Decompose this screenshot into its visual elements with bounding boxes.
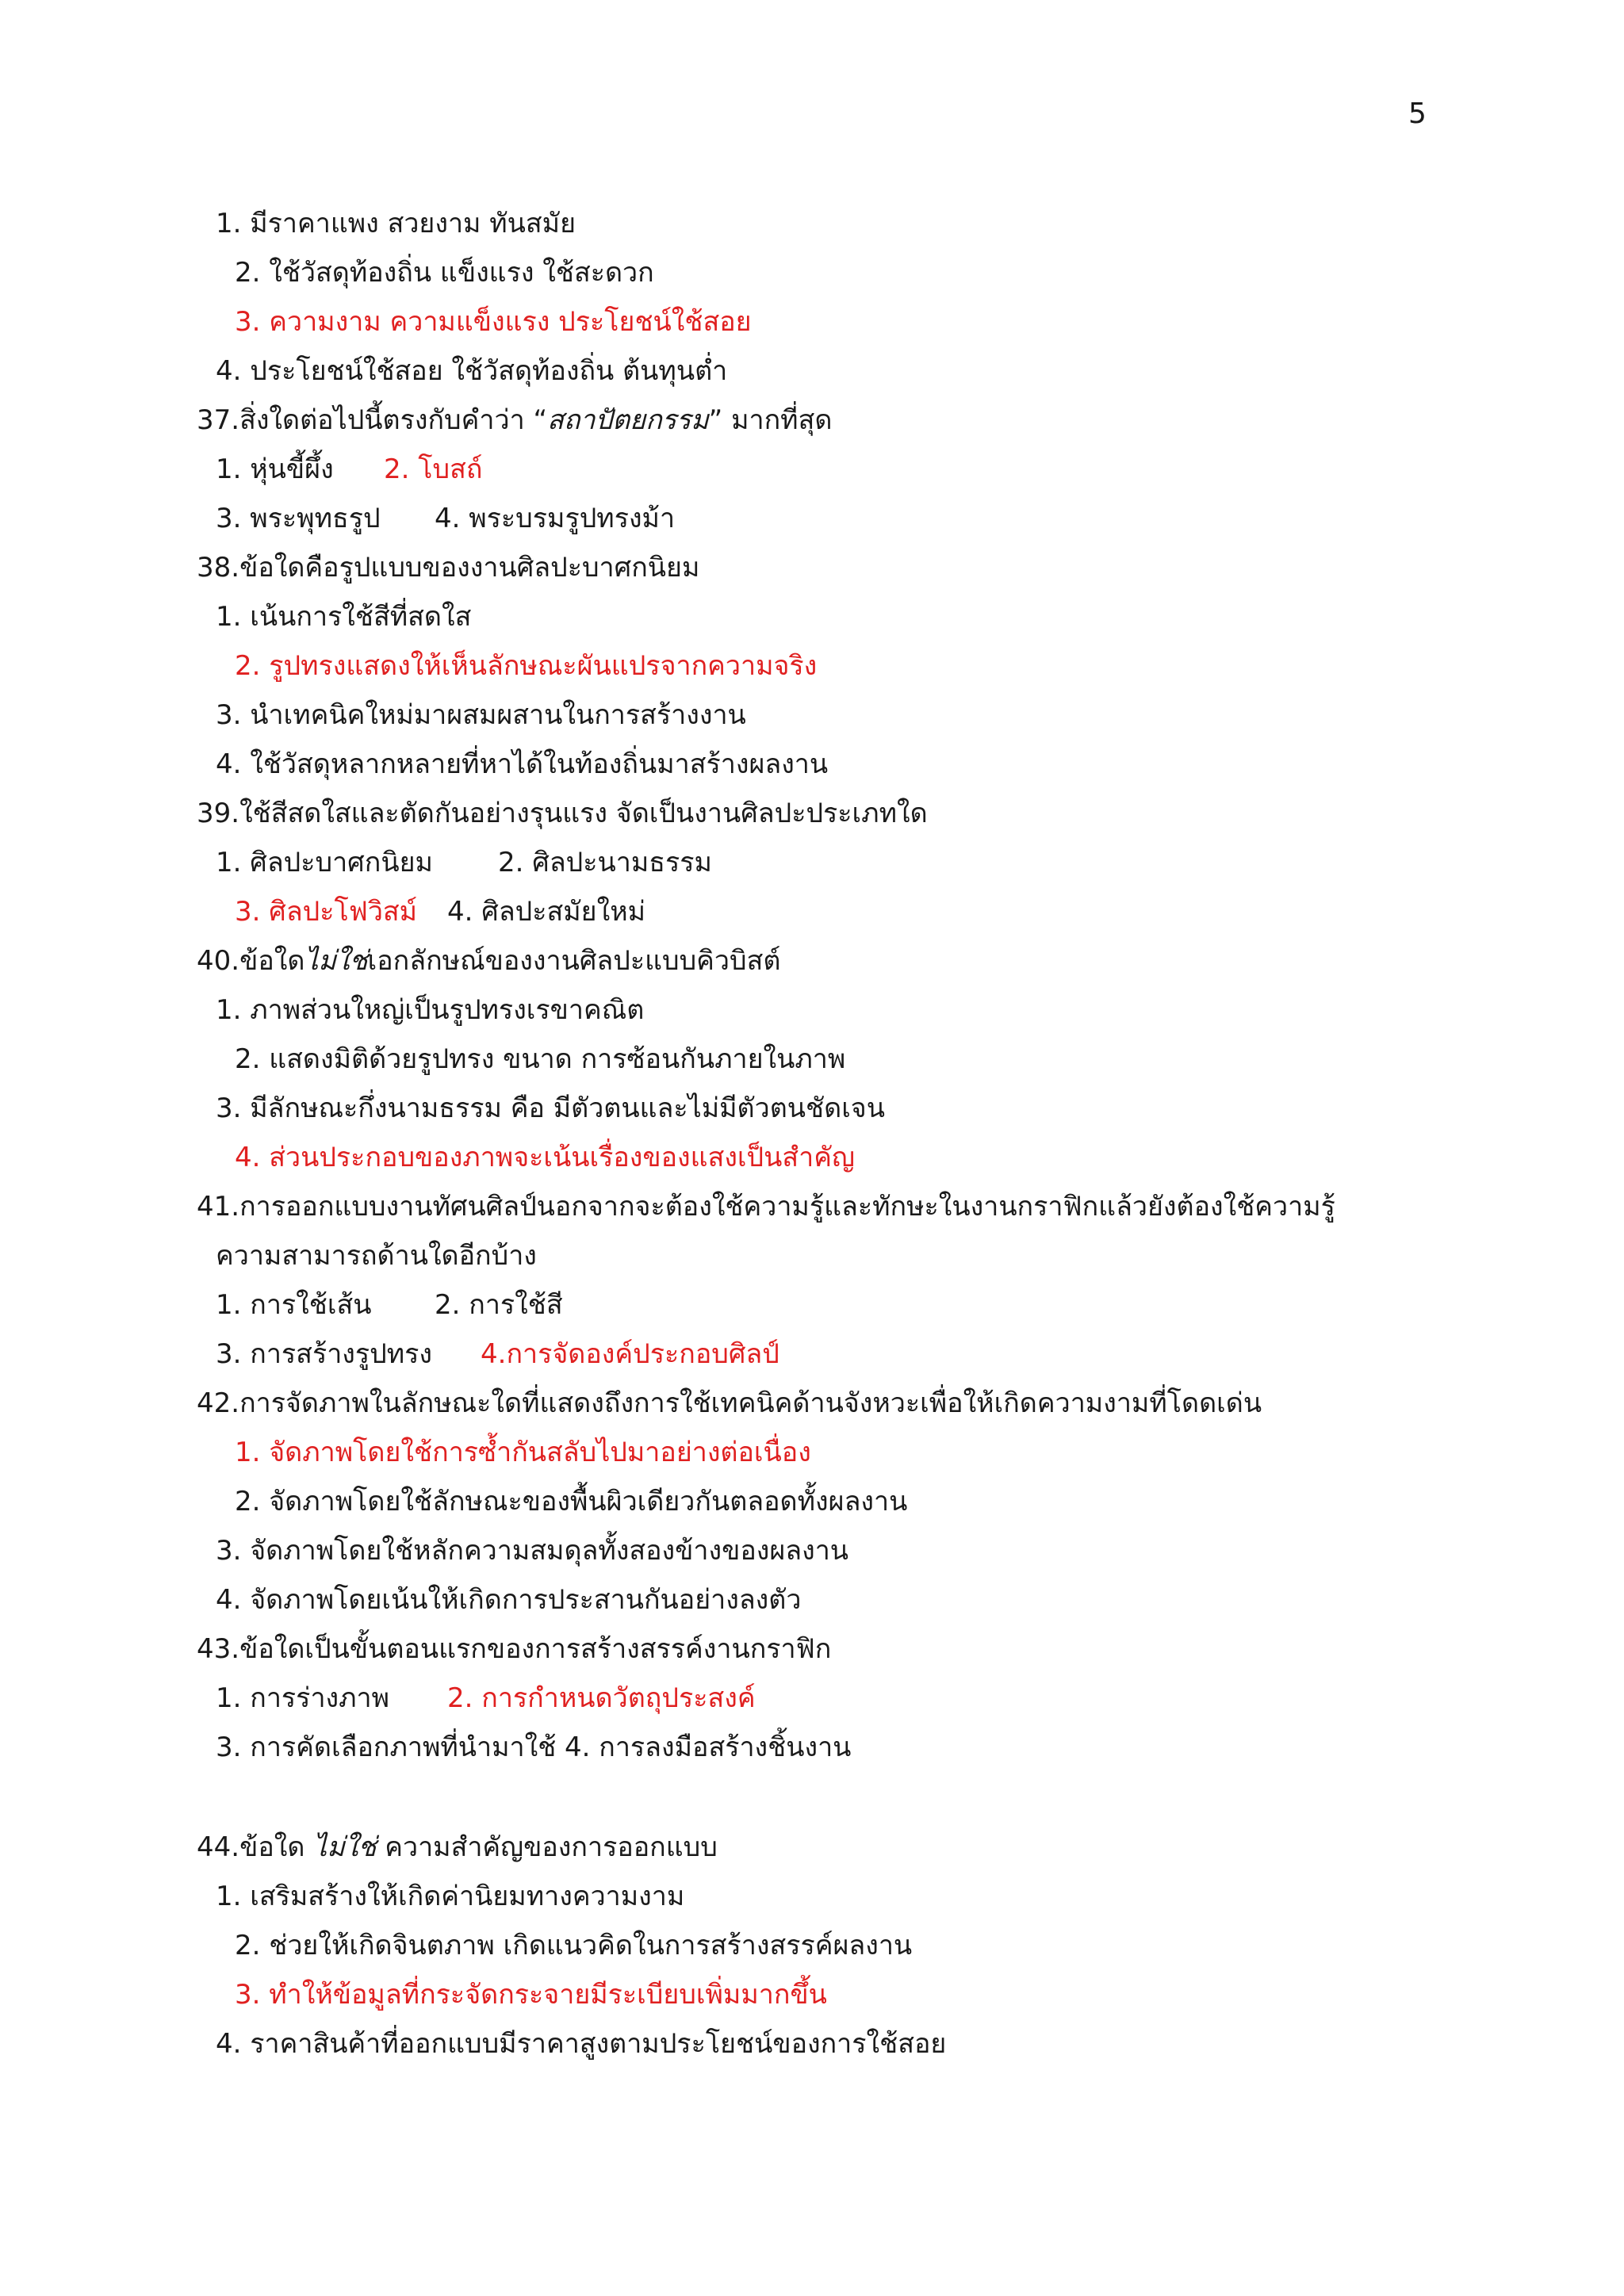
q37-choice-4: 4. พระบรมรูปทรงม้า — [435, 503, 676, 534]
q44-choice-3-answer: 3. ทำให้ข้อมูลที่กระจัดกระจายมีระเบียบเพิ่มมากขึ้น — [235, 1979, 827, 2011]
question-44-suffix: ความสำคัญของการออกแบบ — [376, 1831, 718, 1863]
q41-choice-4-answer: 4.การจัดองค์ประกอบศิลป์ — [481, 1338, 779, 1370]
q44-choice-4: 4. ราคาสินค้าที่ออกแบบมีราคาสูงตามประโยชน์ของการใช้สอย — [216, 2028, 947, 2060]
question-44-emphasis: ไม่ใช่ — [313, 1831, 377, 1863]
q40-choice-3: 3. มีลักษณะกึ่งนามธรรม คือ มีตัวตนและไม่มีตัวตนชัดเจน — [216, 1093, 885, 1124]
q41-choice-3: 3. การสร้างรูปทรง — [216, 1338, 433, 1370]
q38-choice-2-answer: 2. รูปทรงแสดงให้เห็นลักษณะผันแปรจากความจริง — [235, 650, 818, 682]
q43-choice-3: 3. การคัดเลือกภาพที่นำมาใช้ — [216, 1732, 557, 1763]
q41-choice-1: 1. การใช้เส้น — [216, 1289, 372, 1321]
page-number: 5 — [1408, 98, 1427, 130]
q36-choice-2: 2. ใช้วัสดุท้องถิ่น แข็งแรง ใช้สะดวก — [235, 257, 654, 289]
q37-choice-3: 3. พระพุทธรูป — [216, 503, 381, 534]
question-40-prefix: 40.ข้อใด — [197, 945, 305, 977]
q42-choice-3: 3. จัดภาพโดยใช้หลักความสมดุลทั้งสองข้างของผลงาน — [216, 1535, 849, 1567]
question-43: 43.ข้อใดเป็นขั้นตอนแรกของการสร้างสรรค์งานกราฟิก — [197, 1633, 832, 1665]
q38-choice-1: 1. เน้นการใช้สีที่สดใส — [216, 601, 472, 633]
question-38: 38.ข้อใดคือรูปแบบของงานศิลปะบาศกนิยม — [197, 552, 700, 584]
q39-choice-2: 2. ศิลปะนามธรรม — [498, 847, 712, 878]
q42-choice-4: 4. จัดภาพโดยเน้นให้เกิดการประสานกันอย่างลงตัว — [216, 1584, 802, 1616]
q37-choice-1: 1. หุ่นขี้ผึ้ง — [216, 453, 334, 485]
q42-choice-2: 2. จัดภาพโดยใช้ลักษณะของพื้นผิวเดียวกันตลอดทั้งผลงาน — [235, 1486, 908, 1517]
q42-choice-1-answer: 1. จัดภาพโดยใช้การซ้ำกันสลับไปมาอย่างต่อเนื่อง — [235, 1437, 811, 1468]
q36-choice-3-answer: 3. ความงาม ความแข็งแรง ประโยชน์ใช้สอย — [235, 306, 752, 338]
q44-choice-2: 2. ช่วยให้เกิดจินตภาพ เกิดแนวคิดในการสร้างสรรค์ผลงาน — [235, 1930, 913, 1961]
q43-choice-1: 1. การร่างภาพ — [216, 1682, 390, 1714]
q40-choice-4-answer: 4. ส่วนประกอบของภาพจะเน้นเรื่องของแสงเป็นสำคัญ — [235, 1142, 855, 1173]
q38-choice-4: 4. ใช้วัสดุหลากหลายที่หาได้ในท้องถิ่นมาสร้างผลงาน — [216, 748, 829, 780]
question-37 — [197, 401, 832, 439]
q38-choice-3: 3. นำเทคนิคใหม่มาผสมผสานในการสร้างงาน — [216, 699, 746, 731]
q36-choice-4: 4. ประโยชน์ใช้สอย ใช้วัสดุท้องถิ่น ต้นทุนต่ำ — [216, 355, 728, 387]
question-41-line-2: ความสามารถด้านใดอีกบ้าง — [216, 1240, 537, 1272]
q41-choice-2: 2. การใช้สี — [435, 1289, 563, 1321]
q39-choice-3-answer: 3. ศิลปะโฟวิสม์ — [235, 896, 418, 928]
q40-choice-1: 1. ภาพส่วนใหญ่เป็นรูปทรงเรขาคณิต — [216, 994, 645, 1026]
question-40-emphasis: ไม่ใช่ — [304, 945, 368, 977]
question-40-suffix: เอกลักษณ์ของงานศิลปะแบบคิวบิสต์ — [367, 945, 781, 977]
question-37-prefix: 37.สิ่งใดต่อไปนี้ตรงกับคำว่า “ — [197, 404, 548, 436]
q36-choice-1: 1. มีราคาแพง สวยงาม ทันสมัย — [216, 208, 576, 239]
question-44 — [197, 1828, 718, 1866]
question-37-term: สถาปัตยกรรม — [547, 404, 709, 436]
q44-choice-1: 1. เสริมสร้างให้เกิดค่านิยมทางความงาม — [216, 1881, 685, 1912]
question-37-suffix: ” มากที่สุด — [708, 404, 833, 436]
q37-choice-2-answer: 2. โบสถ์ — [384, 453, 483, 485]
question-39: 39.ใช้สีสดใสและตัดกันอย่างรุนแรง จัดเป็นงานศิลปะประเภทใด — [197, 798, 928, 829]
question-44-prefix: 44.ข้อใด — [197, 1831, 314, 1863]
q39-choice-4: 4. ศิลปะสมัยใหม่ — [447, 896, 646, 928]
q39-choice-1: 1. ศิลปะบาศกนิยม — [216, 847, 433, 878]
q43-choice-2-answer: 2. การกำหนดวัตถุประสงค์ — [447, 1682, 756, 1714]
q40-choice-2: 2. แสดงมิติด้วยรูปทรง ขนาด การซ้อนกันภายในภาพ — [235, 1043, 846, 1075]
question-40 — [197, 942, 780, 980]
q43-choice-4: 4. การลงมือสร้างชิ้นงาน — [565, 1732, 852, 1763]
question-41-line-1: 41.การออกแบบงานทัศนศิลป์นอกจากจะต้องใช้ความรู้และทักษะในงานกราฟิกแล้วยังต้องใช้ความรู้ — [197, 1191, 1335, 1223]
question-42: 42.การจัดภาพในลักษณะใดที่แสดงถึงการใช้เทคนิคด้านจังหวะเพื่อให้เกิดความงามที่โดดเด่น — [197, 1387, 1262, 1419]
